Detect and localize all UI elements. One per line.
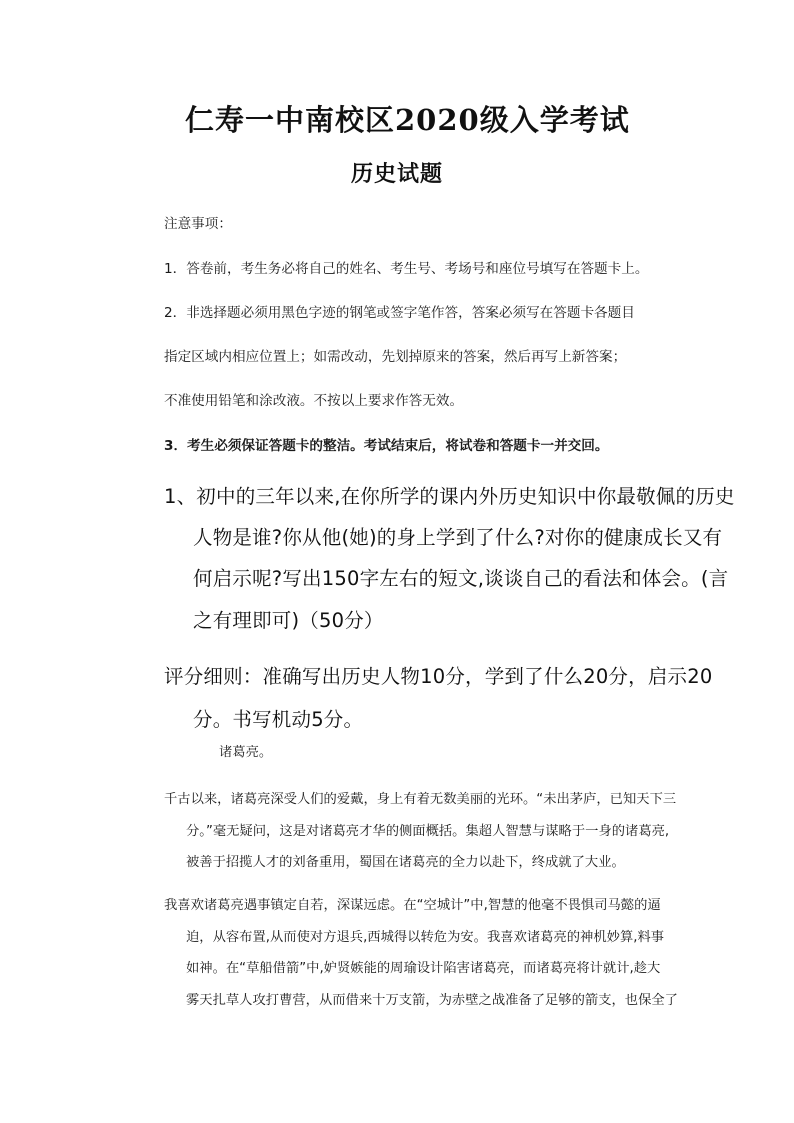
notice-item: 3．考生必须保证答题卡的整洁。考试结束后，将试卷和答题卡一并交回。 (164, 438, 609, 454)
scoring-line: 评分细则：准确写出历史人物10分，学到了什么20分，启示20 (164, 665, 713, 688)
answer-line: 被善于招揽人才的刘备重用，蜀国在诸葛亮的全力以赴下，终成就了大业。 (186, 855, 625, 870)
notice-item: 不准使用铅笔和涂改液。不按以上要求作答无效。 (164, 393, 464, 409)
question-line: 何启示呢?写出150字左右的短文,谈谈自己的看法和体会。(言 (193, 567, 729, 590)
scoring-line: 分。书写机动5分。 (193, 708, 364, 731)
exam-subtitle: 历史试题 (351, 161, 444, 187)
answer-line: 雾天扎草人攻打曹营，从而借来十万支箭，为赤壁之战准备了足够的箭支，也保全了 (186, 993, 678, 1008)
notice-item: 2．非选择题必须用黑色字迹的钢笔或签字笔作答，答案必须写在答题卡各题目 (164, 305, 635, 321)
answer-line: 如神。在“草船借箭”中,妒贤嫉能的周瑜设计陷害诸葛亮，而诸葛亮将计就计,趁大 (186, 961, 661, 976)
notice-item: 指定区域内相应位置上；如需改动，先划掉原来的答案，然后再写上新答案； (164, 349, 627, 365)
question-line: 1、初中的三年以来,在你所学的课内外历史知识中你最敬佩的历史 (164, 485, 735, 508)
answer-name: 诸葛亮。 (219, 745, 273, 760)
question-line: 之有理即可)（50分） (193, 609, 384, 632)
answer-line: 迫，从容布置,从而使对方退兵,西城得以转危为安。我喜欢诸葛亮的神机妙算,料事 (186, 930, 665, 945)
answer-line: 我喜欢诸葛亮遇事镇定自若，深谋远虑。在“空城计”中,智慧的他毫不畏惧司马懿的逼 (164, 898, 661, 913)
notice-heading: 注意事项： (164, 216, 232, 232)
answer-line: 分。”毫无疑问，这是对诸葛亮才华的侧面概括。集超人智慧与谋略于一身的诸葛亮, (186, 824, 670, 839)
answer-line: 千古以来，诸葛亮深受人们的爱戴，身上有着无数美丽的光环。“未出茅庐，已知天下三 (164, 792, 677, 807)
exam-title: 仁寿一中南校区2020级入学考试 (185, 103, 630, 137)
question-line: 人物是谁?你从他(她)的身上学到了什么?对你的健康成长又有 (193, 526, 723, 549)
notice-item: 1．答卷前，考生务必将自己的姓名、考生号、考场号和座位号填写在答题卡上。 (164, 261, 649, 277)
